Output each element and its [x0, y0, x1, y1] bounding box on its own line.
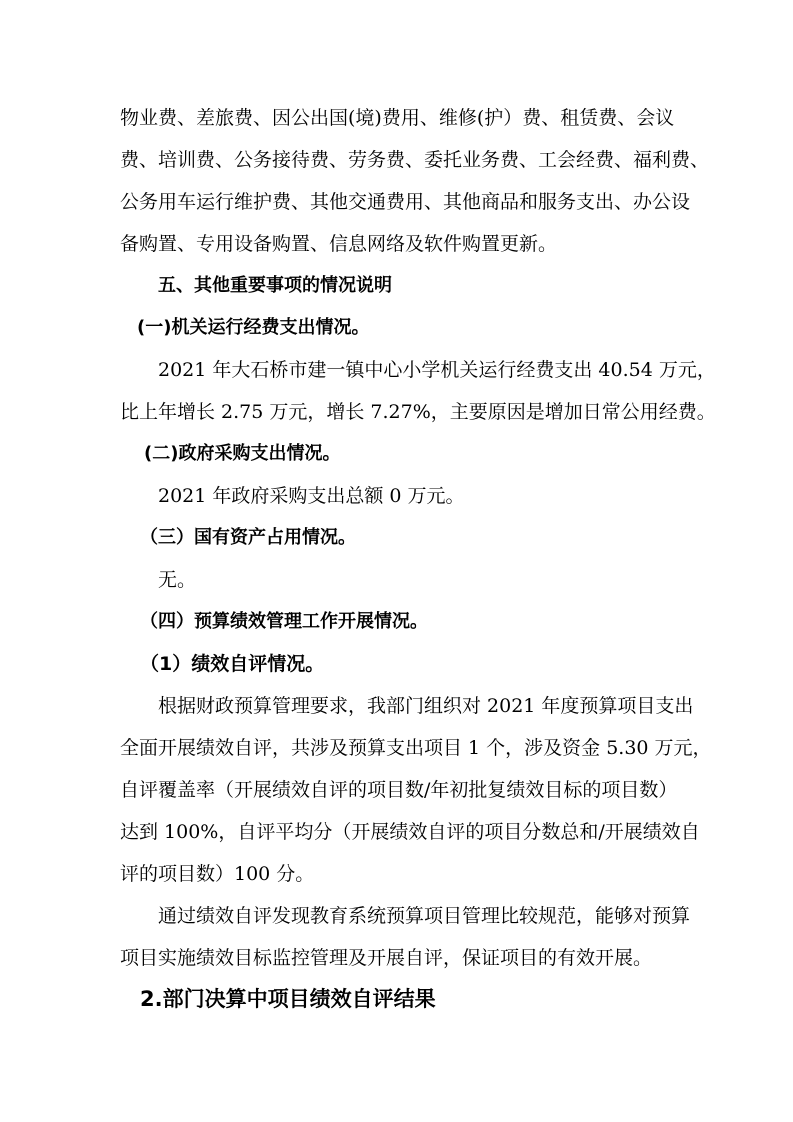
- sub-3-heading: （三）国有资产占用情况。: [140, 527, 356, 548]
- intro-line-4: 备购置、专用设备购置、信息网络及软件购置更新。: [120, 233, 558, 255]
- sub-3-line-1: 无。: [158, 569, 197, 591]
- intro-line-2: 费、培训费、公务接待费、劳务费、委托业务费、工会经费、福利费、: [120, 149, 710, 171]
- sub-4-item-1-line-5: 评的项目数）100 分。: [120, 863, 315, 885]
- sub-4-item-1-line-2: 全面开展绩效自评，共涉及预算支出项目 1 个，涉及资金 5.30 万元，: [120, 737, 712, 759]
- sub-2-heading: (二)政府采购支出情况。: [144, 443, 341, 464]
- sub-2-line-1: 2021 年政府采购支出总额 0 万元。: [158, 485, 465, 507]
- sub-4-item-1-line-1: 根据财政预算管理要求，我部门组织对 2021 年度预算项目支出: [158, 695, 694, 717]
- section-2-heading: 2.部门决算中项目绩效自评结果: [140, 987, 436, 1011]
- sub-4-summary-line-1: 通过绩效自评发现教育系统预算项目管理比较规范，能够对预算: [158, 905, 691, 927]
- intro-line-3: 公务用车运行维护费、其他交通费用、其他商品和服务支出、办公设: [120, 191, 691, 213]
- sub-1-line-2: 比上年增长 2.75 万元，增长 7.27%，主要原因是增加日常公用经费。: [120, 401, 716, 423]
- sub-4-heading: （四）预算绩效管理工作开展情况。: [140, 611, 428, 632]
- sub-4-item-1-heading: （1）绩效自评情况。: [140, 653, 325, 675]
- sub-1-line-1: 2021 年大石桥市建一镇中心小学机关运行经费支出 40.54 万元，: [158, 359, 716, 381]
- sub-4-item-1-line-4: 达到 100%，自评平均分（开展绩效自评的项目分数总和/开展绩效自: [120, 821, 700, 843]
- section-5-heading: 五、其他重要事项的情况说明: [158, 275, 392, 296]
- sub-4-summary-line-2: 项目实施绩效目标监控管理及开展自评，保证项目的有效开展。: [120, 947, 653, 969]
- sub-1-heading: (一)机关运行经费支出情况。: [137, 317, 370, 338]
- sub-4-item-1-line-3: 自评覆盖率（开展绩效自评的项目数/年初批复绩效目标的项目数）: [120, 779, 678, 801]
- intro-line-1: 物业费、差旅费、因公出国(境)费用、维修(护）费、租赁费、会议: [120, 107, 675, 129]
